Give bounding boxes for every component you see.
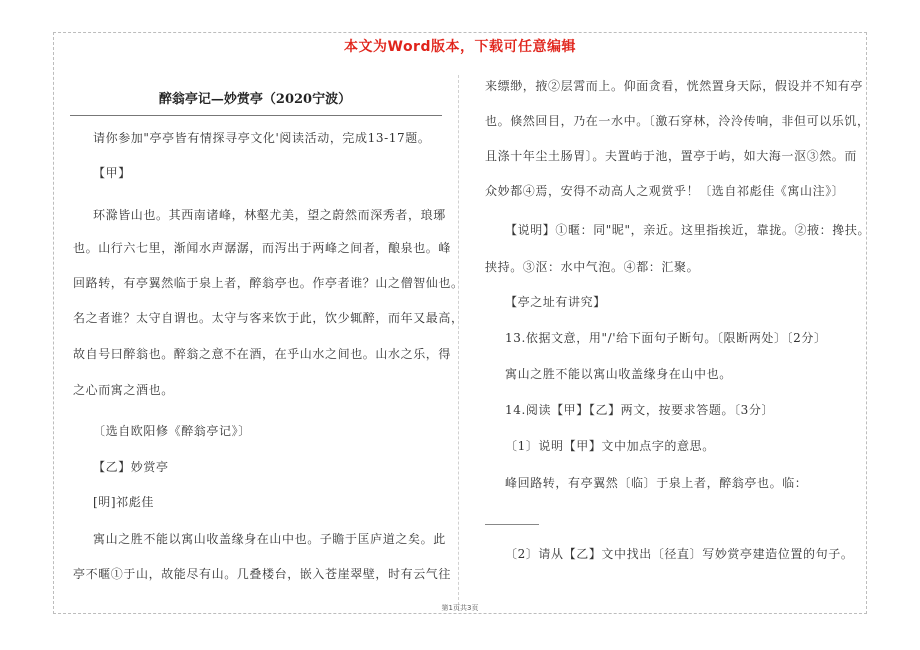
text-line: 回路转，有亭翼然临于泉上者，醉翁亭也。作亭者谁？山之僧智仙也。 <box>73 276 464 290</box>
question-14-part-2: 〔2〕请从【乙】文中找出〔径直〕写妙赏亭建造位置的句子。 <box>505 547 854 561</box>
text-line: 名之者谁？太守自谓也。太守与客来饮于此，饮少辄醉，而年又最高， <box>73 311 464 325</box>
author-line: [明]祁彪佳 <box>93 495 154 509</box>
text-line: 亭不暱①于山，故能尽有山。几叠楼台，嵌入苍崖翠壁，时有云气往 <box>73 567 452 581</box>
section-label-jia: 【甲】 <box>93 166 131 180</box>
text-line: 环滁皆山也。其西南诸峰，林壑尤美，望之蔚然而深秀者，琅琊 <box>93 208 446 222</box>
text-line: 也。山行六七里，渐闻水声潺潺，而泻出于两峰之间者，酿泉也。峰 <box>73 241 452 255</box>
answer-blank <box>485 524 539 525</box>
text-line: 故自号曰醉翁也。醉翁之意不在酒，在乎山水之间也。山水之乐，得 <box>73 347 452 361</box>
page-footer: 第1页共3页 <box>441 604 479 612</box>
download-banner: 本文为Word版本，下载可任意编辑 <box>344 39 576 55</box>
text-line: 且涤十年尘土肠胃〕。夫置屿于池，置亭于屿，如大海一沤③然。而 <box>485 149 858 163</box>
column-divider <box>458 75 459 610</box>
intro-line: 请你参加"亭亭皆有情探寻亭文化'阅读活动，完成13-17题。 <box>93 131 431 145</box>
text-line: 也。倏然回目，乃在一水中。〔激石穿林，泠泠传响，非但可以乐饥， <box>485 114 870 128</box>
question-14-part-1: 〔1〕说明【甲】文中加点字的意思。 <box>505 439 715 453</box>
notes-line: 【说明】①暱：同"昵"，亲近。这里指挨近，靠拢。②掖：搀扶。 <box>505 223 871 237</box>
text-line: 寓山之胜不能以寓山收盖缘身在山中也。子瞻于匡庐道之矣。此 <box>93 532 446 546</box>
section-label-yi: 【乙】妙赏亭 <box>93 460 169 474</box>
text-line: 来缥缈，掖②层霄而上。仰面贪看，恍然置身天际，假设并不知有亭 <box>485 79 864 93</box>
question-13-sentence: 寓山之胜不能以寓山收盖缘身在山中也。 <box>505 367 732 381</box>
source-line: 〔选自欧阳修《醉翁亭记》〕 <box>93 424 251 438</box>
question-14: 14.阅读【甲】【乙】两文，按要求答题。〔3分〕 <box>505 403 775 417</box>
title-underline <box>70 115 442 116</box>
question-13: 13.依据文意，用"/'给下面句子断句。〔限断两处〕〔2分〕 <box>505 331 827 345</box>
section-heading: 【亭之址有讲究】 <box>505 295 606 309</box>
notes-line: 挟持。③沤：水中气泡。④都：汇聚。 <box>485 260 700 274</box>
text-line: 众妙都④焉，安得不动高人之观赏乎！〔选自祁彪佳《寓山注》〕 <box>485 184 845 198</box>
text-line: 之心而寓之酒也。 <box>73 383 174 397</box>
page-title: 醉翁亭记—妙赏亭（2020宁波） <box>158 92 352 107</box>
question-14-sentence: 峰回路转，有亭翼然〔临〕于泉上者，醉翁亭也。临： <box>505 476 808 490</box>
